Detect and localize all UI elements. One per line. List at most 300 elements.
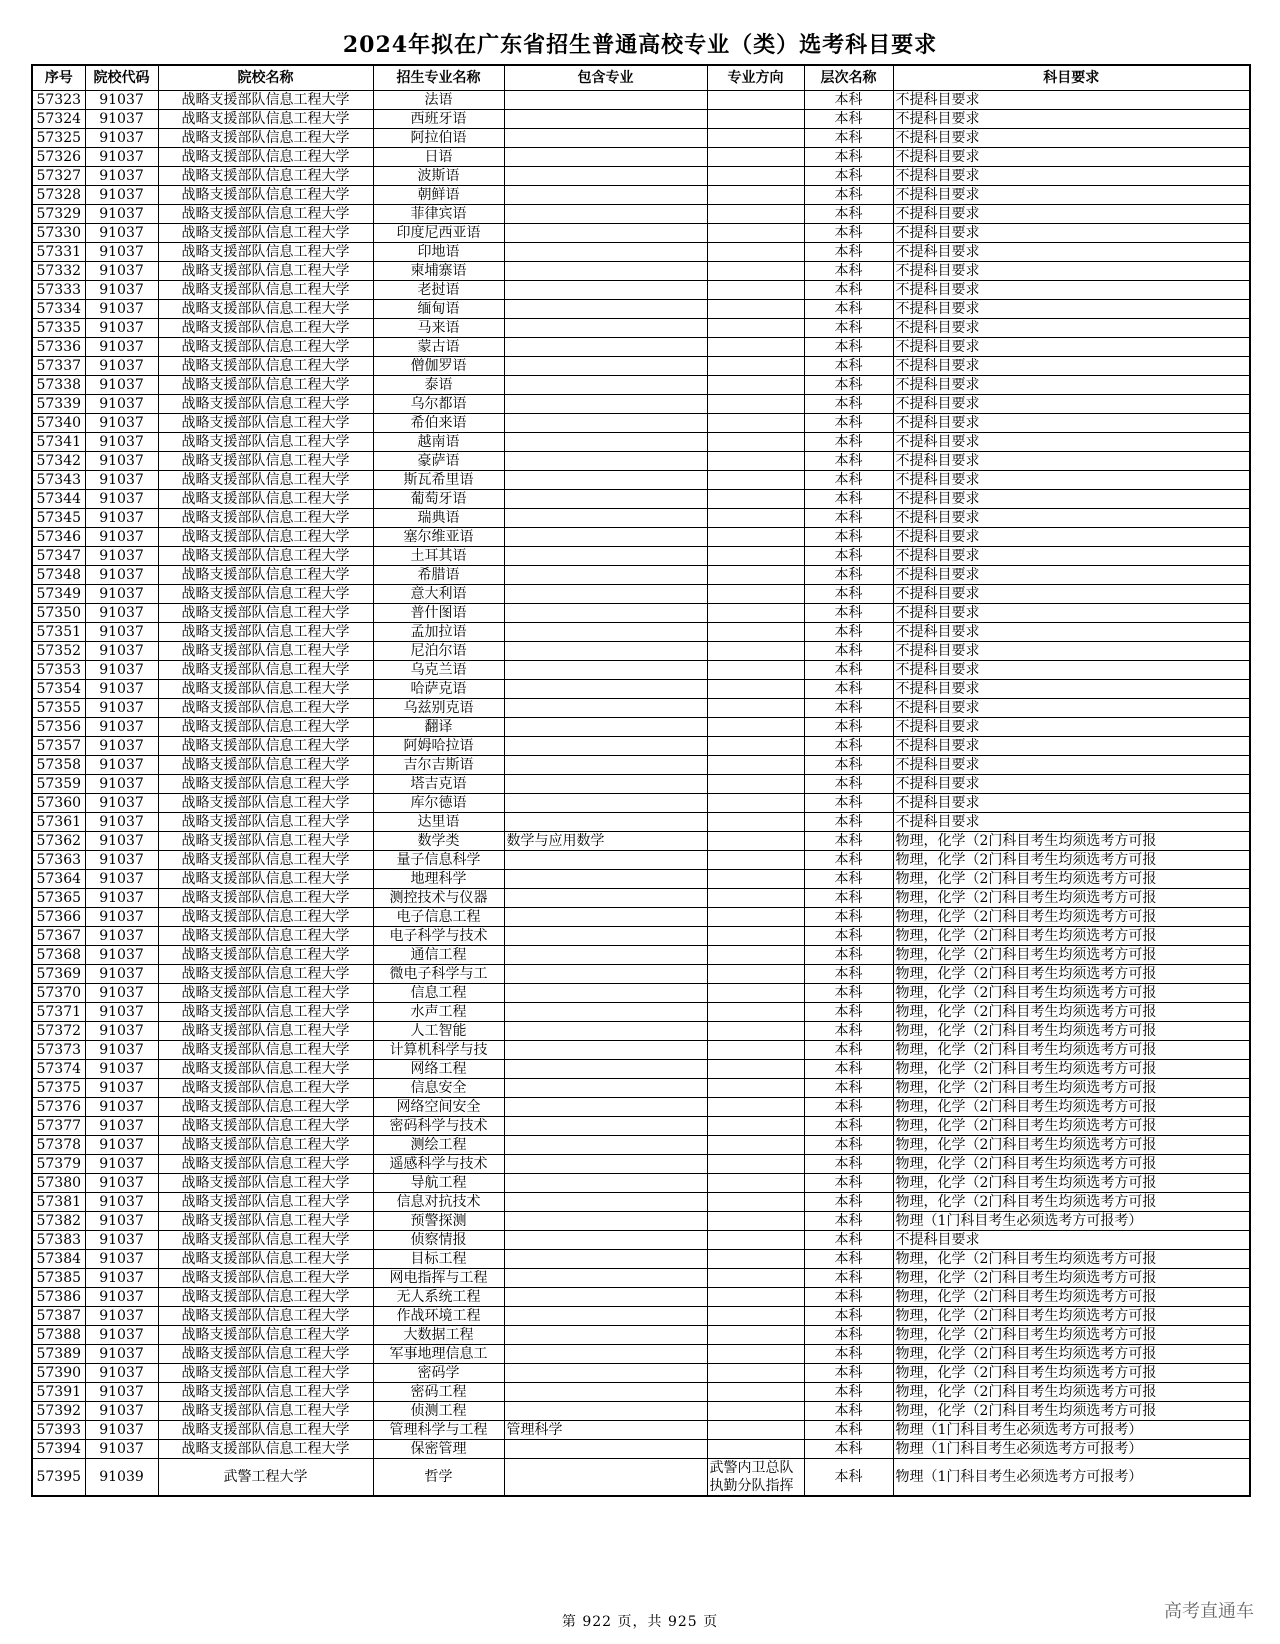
cell-school-code: 91037 [85,90,158,109]
table-row [32,850,1250,869]
cell-school-name: 战略支援部队信息工程大学 [158,1173,373,1192]
cell-school-name: 战略支援部队信息工程大学 [158,394,373,413]
cell-school-name: 战略支援部队信息工程大学 [158,565,373,584]
cell-subject-requirement: 不提科目要求 [893,584,1250,603]
cell-included-majors [504,1344,707,1363]
cell-direction [707,831,804,850]
cell-level: 本科 [804,1002,893,1021]
cell-subject-requirement: 不提科目要求 [893,147,1250,166]
cell-index: 57356 [32,717,85,736]
cell-level: 本科 [804,717,893,736]
cell-subject-requirement: 物理（1门科目考生必须选考方可报考） [893,1439,1250,1458]
cell-direction [707,793,804,812]
cell-level: 本科 [804,337,893,356]
cell-major-name: 意大利语 [373,584,504,603]
cell-school-name: 战略支援部队信息工程大学 [158,204,373,223]
cell-subject-requirement: 不提科目要求 [893,546,1250,565]
cell-school-name: 战略支援部队信息工程大学 [158,660,373,679]
cell-school-code: 91037 [85,375,158,394]
cell-included-majors [504,888,707,907]
cell-school-code: 91037 [85,1211,158,1230]
cell-index: 57347 [32,546,85,565]
cell-school-name: 战略支援部队信息工程大学 [158,470,373,489]
cell-index: 57370 [32,983,85,1002]
table-row [32,394,1250,413]
cell-major-name: 马来语 [373,318,504,337]
cell-major-name: 泰语 [373,375,504,394]
cell-level: 本科 [804,470,893,489]
cell-index: 57382 [32,1211,85,1230]
cell-index: 57353 [32,660,85,679]
cell-subject-requirement: 不提科目要求 [893,641,1250,660]
cell-school-code: 91037 [85,1116,158,1135]
cell-level: 本科 [804,888,893,907]
header-major-name: 招生专业名称 [373,65,504,90]
cell-subject-requirement: 不提科目要求 [893,755,1250,774]
cell-included-majors [504,261,707,280]
table-row [32,584,1250,603]
cell-direction [707,945,804,964]
cell-subject-requirement: 物理，化学（2门科目考生均须选考方可报 [893,1173,1250,1192]
cell-included-majors [504,394,707,413]
cell-level: 本科 [804,1439,893,1458]
cell-major-name: 数学类 [373,831,504,850]
cell-school-code: 91037 [85,527,158,546]
table-row [32,470,1250,489]
cell-subject-requirement: 物理，化学（2门科目考生均须选考方可报 [893,831,1250,850]
cell-major-name: 菲律宾语 [373,204,504,223]
table-row [32,622,1250,641]
cell-subject-requirement: 不提科目要求 [893,280,1250,299]
table-row [32,603,1250,622]
cell-included-majors [504,1116,707,1135]
table-row [32,812,1250,831]
cell-major-name: 豪萨语 [373,451,504,470]
cell-major-name: 达里语 [373,812,504,831]
cell-index: 57365 [32,888,85,907]
cell-subject-requirement: 物理（1门科目考生必须选考方可报考） [893,1458,1250,1496]
cell-direction [707,527,804,546]
cell-index: 57381 [32,1192,85,1211]
cell-level: 本科 [804,1363,893,1382]
cell-school-name: 战略支援部队信息工程大学 [158,166,373,185]
table-row [32,888,1250,907]
cell-subject-requirement: 物理，化学（2门科目考生均须选考方可报 [893,1154,1250,1173]
cell-level: 本科 [804,489,893,508]
cell-included-majors [504,242,707,261]
cell-index: 57395 [32,1458,85,1496]
cell-major-name: 希腊语 [373,565,504,584]
cell-school-code: 91037 [85,1154,158,1173]
cell-index: 57366 [32,907,85,926]
table-row [32,1287,1250,1306]
cell-school-name: 战略支援部队信息工程大学 [158,926,373,945]
cell-school-code: 91037 [85,622,158,641]
cell-index: 57363 [32,850,85,869]
cell-level: 本科 [804,185,893,204]
cell-school-name: 战略支援部队信息工程大学 [158,1344,373,1363]
cell-included-majors [504,1192,707,1211]
cell-level: 本科 [804,831,893,850]
cell-school-name: 战略支援部队信息工程大学 [158,356,373,375]
cell-level: 本科 [804,1211,893,1230]
cell-included-majors [504,983,707,1002]
cell-school-name: 战略支援部队信息工程大学 [158,432,373,451]
table-row [32,1363,1250,1382]
cell-included-majors [504,432,707,451]
table-row [32,1249,1250,1268]
cell-included-majors [504,356,707,375]
cell-included-majors [504,964,707,983]
cell-subject-requirement: 物理，化学（2门科目考生均须选考方可报 [893,1021,1250,1040]
cell-school-name: 战略支援部队信息工程大学 [158,755,373,774]
cell-direction [707,1230,804,1249]
cell-school-code: 91037 [85,223,158,242]
cell-index: 57335 [32,318,85,337]
table-row [32,1382,1250,1401]
cell-direction [707,1420,804,1439]
cell-included-majors [504,869,707,888]
page-footer: 第 922 页，共 925 页 [561,1614,719,1630]
cell-index: 57340 [32,413,85,432]
cell-school-code: 91037 [85,337,158,356]
cell-school-code: 91037 [85,565,158,584]
cell-school-name: 战略支援部队信息工程大学 [158,299,373,318]
cell-major-name: 密码学 [373,1363,504,1382]
cell-major-name: 导航工程 [373,1173,504,1192]
cell-school-name: 战略支援部队信息工程大学 [158,90,373,109]
header-direction: 专业方向 [707,65,804,90]
cell-school-name: 战略支援部队信息工程大学 [158,1420,373,1439]
cell-school-code: 91037 [85,850,158,869]
cell-index: 57387 [32,1306,85,1325]
cell-subject-requirement: 不提科目要求 [893,337,1250,356]
cell-direction [707,812,804,831]
cell-school-code: 91037 [85,926,158,945]
cell-subject-requirement: 不提科目要求 [893,565,1250,584]
cell-school-code: 91037 [85,432,158,451]
table-row [32,1458,1250,1496]
cell-direction [707,1363,804,1382]
cell-school-code: 91037 [85,1401,158,1420]
table-row [32,660,1250,679]
cell-subject-requirement: 物理（1门科目考生必须选考方可报考） [893,1211,1250,1230]
cell-level: 本科 [804,812,893,831]
cell-index: 57362 [32,831,85,850]
cell-level: 本科 [804,565,893,584]
table-row [32,356,1250,375]
cell-direction [707,299,804,318]
cell-subject-requirement: 不提科目要求 [893,242,1250,261]
cell-included-majors [504,451,707,470]
cell-school-name: 战略支援部队信息工程大学 [158,546,373,565]
cell-school-code: 91037 [85,204,158,223]
cell-major-name: 地理科学 [373,869,504,888]
cell-subject-requirement: 物理，化学（2门科目考生均须选考方可报 [893,1401,1250,1420]
cell-major-name: 无人系统工程 [373,1287,504,1306]
cell-subject-requirement: 物理，化学（2门科目考生均须选考方可报 [893,1249,1250,1268]
cell-level: 本科 [804,945,893,964]
cell-subject-requirement: 不提科目要求 [893,508,1250,527]
cell-included-majors [504,660,707,679]
table-row [32,1059,1250,1078]
cell-school-code: 91037 [85,1363,158,1382]
table-row [32,1420,1250,1439]
cell-school-name: 战略支援部队信息工程大学 [158,1363,373,1382]
cell-direction [707,185,804,204]
cell-major-name: 塞尔维亚语 [373,527,504,546]
cell-direction [707,926,804,945]
cell-school-code: 91037 [85,717,158,736]
cell-included-majors [504,375,707,394]
cell-index: 57394 [32,1439,85,1458]
cell-level: 本科 [804,128,893,147]
cell-subject-requirement: 物理，化学（2门科目考生均须选考方可报 [893,1192,1250,1211]
cell-school-code: 91037 [85,869,158,888]
cell-level: 本科 [804,1078,893,1097]
cell-included-majors [504,679,707,698]
page-title: 2024年拟在广东省招生普通高校专业（类）选考科目要求 [342,32,938,58]
cell-school-code: 91037 [85,1287,158,1306]
cell-school-name: 战略支援部队信息工程大学 [158,869,373,888]
table-row [32,926,1250,945]
cell-subject-requirement: 物理，化学（2门科目考生均须选考方可报 [893,926,1250,945]
cell-subject-requirement: 物理，化学（2门科目考生均须选考方可报 [893,1078,1250,1097]
cell-level: 本科 [804,1021,893,1040]
cell-direction [707,736,804,755]
cell-subject-requirement: 不提科目要求 [893,356,1250,375]
cell-direction [707,1192,804,1211]
cell-school-code: 91037 [85,470,158,489]
cell-subject-requirement: 物理，化学（2门科目考生均须选考方可报 [893,1325,1250,1344]
cell-index: 57351 [32,622,85,641]
cell-major-name: 目标工程 [373,1249,504,1268]
cell-included-majors [504,204,707,223]
cell-school-name: 战略支援部队信息工程大学 [158,1287,373,1306]
cell-major-name: 缅甸语 [373,299,504,318]
cell-included-majors [504,166,707,185]
cell-level: 本科 [804,850,893,869]
cell-major-name: 法语 [373,90,504,109]
cell-included-majors [504,299,707,318]
cell-level: 本科 [804,1420,893,1439]
cell-level: 本科 [804,1154,893,1173]
cell-subject-requirement: 不提科目要求 [893,299,1250,318]
cell-major-name: 孟加拉语 [373,622,504,641]
cell-index: 57341 [32,432,85,451]
cell-level: 本科 [804,1306,893,1325]
cell-school-code: 91037 [85,1192,158,1211]
cell-direction [707,337,804,356]
cell-school-code: 91037 [85,451,158,470]
cell-direction [707,660,804,679]
cell-included-majors [504,603,707,622]
cell-level: 本科 [804,964,893,983]
cell-level: 本科 [804,698,893,717]
cell-direction [707,470,804,489]
cell-major-name: 尼泊尔语 [373,641,504,660]
cell-included-majors [504,850,707,869]
cell-major-name: 电子科学与技术 [373,926,504,945]
cell-school-name: 战略支援部队信息工程大学 [158,1230,373,1249]
cell-level: 本科 [804,299,893,318]
cell-direction [707,1154,804,1173]
table-row [32,755,1250,774]
cell-major-name: 印地语 [373,242,504,261]
cell-major-name: 保密管理 [373,1439,504,1458]
cell-level: 本科 [804,318,893,337]
cell-major-name: 翻译 [373,717,504,736]
cell-school-code: 91037 [85,1249,158,1268]
table-row [32,641,1250,660]
cell-level: 本科 [804,1382,893,1401]
cell-index: 57380 [32,1173,85,1192]
cell-level: 本科 [804,1116,893,1135]
cell-direction [707,1078,804,1097]
cell-school-name: 战略支援部队信息工程大学 [158,128,373,147]
cell-index: 57331 [32,242,85,261]
table-row [32,128,1250,147]
cell-subject-requirement: 不提科目要求 [893,318,1250,337]
cell-major-name: 军事地理信息工 [373,1344,504,1363]
cell-included-majors [504,1306,707,1325]
cell-index: 57334 [32,299,85,318]
cell-major-name: 西班牙语 [373,109,504,128]
table-row [32,109,1250,128]
cell-school-code: 91037 [85,242,158,261]
cell-level: 本科 [804,1097,893,1116]
cell-school-name: 武警工程大学 [158,1458,373,1496]
cell-school-name: 战略支援部队信息工程大学 [158,489,373,508]
cell-direction [707,356,804,375]
cell-school-code: 91037 [85,1097,158,1116]
cell-school-name: 战略支援部队信息工程大学 [158,774,373,793]
cell-level: 本科 [804,90,893,109]
cell-major-name: 测控技术与仪器 [373,888,504,907]
table-row [32,546,1250,565]
cell-school-code: 91037 [85,584,158,603]
cell-school-code: 91037 [85,1059,158,1078]
cell-major-name: 水声工程 [373,1002,504,1021]
cell-major-name: 侦察情报 [373,1230,504,1249]
cell-included-majors [504,489,707,508]
cell-index: 57324 [32,109,85,128]
cell-included-majors [504,527,707,546]
cell-direction [707,964,804,983]
cell-school-name: 战略支援部队信息工程大学 [158,1116,373,1135]
cell-direction [707,489,804,508]
cell-subject-requirement: 不提科目要求 [893,527,1250,546]
cell-direction [707,1287,804,1306]
cell-major-name: 网络空间安全 [373,1097,504,1116]
cell-included-majors [504,185,707,204]
cell-school-code: 91037 [85,1173,158,1192]
cell-index: 57388 [32,1325,85,1344]
table-row [32,261,1250,280]
cell-included-majors [504,1439,707,1458]
cell-major-name: 信息对抗技术 [373,1192,504,1211]
cell-school-name: 战略支援部队信息工程大学 [158,508,373,527]
cell-level: 本科 [804,983,893,1002]
table-row [32,375,1250,394]
cell-school-code: 91037 [85,774,158,793]
table-row [32,432,1250,451]
table-row [32,565,1250,584]
cell-school-code: 91037 [85,185,158,204]
header-included-majors: 包含专业 [504,65,707,90]
cell-major-name: 信息安全 [373,1078,504,1097]
cell-school-name: 战略支援部队信息工程大学 [158,907,373,926]
cell-level: 本科 [804,1135,893,1154]
cell-school-code: 91037 [85,1040,158,1059]
cell-major-name: 蒙古语 [373,337,504,356]
cell-index: 57352 [32,641,85,660]
cell-index: 57393 [32,1420,85,1439]
cell-school-code: 91037 [85,299,158,318]
table-row [32,489,1250,508]
cell-major-name: 普什图语 [373,603,504,622]
cell-index: 57361 [32,812,85,831]
cell-major-name: 网电指挥与工程 [373,1268,504,1287]
table-row [32,1135,1250,1154]
cell-level: 本科 [804,736,893,755]
cell-school-code: 91037 [85,1344,158,1363]
table-row [32,1401,1250,1420]
cell-index: 57376 [32,1097,85,1116]
cell-major-name: 作战环境工程 [373,1306,504,1325]
cell-major-name: 微电子科学与工 [373,964,504,983]
cell-subject-requirement: 物理，化学（2门科目考生均须选考方可报 [893,964,1250,983]
cell-school-name: 战略支援部队信息工程大学 [158,850,373,869]
cell-direction [707,90,804,109]
cell-level: 本科 [804,166,893,185]
table-row [32,527,1250,546]
cell-major-name: 计算机科学与技 [373,1040,504,1059]
cell-subject-requirement: 不提科目要求 [893,660,1250,679]
cell-major-name: 土耳其语 [373,546,504,565]
cell-school-name: 战略支援部队信息工程大学 [158,109,373,128]
table-row [32,242,1250,261]
cell-direction [707,1040,804,1059]
cell-direction [707,1439,804,1458]
cell-school-code: 91037 [85,698,158,717]
cell-school-code: 91037 [85,1230,158,1249]
cell-level: 本科 [804,1059,893,1078]
cell-direction [707,1382,804,1401]
cell-index: 57389 [32,1344,85,1363]
cell-subject-requirement: 物理，化学（2门科目考生均须选考方可报 [893,1268,1250,1287]
cell-level: 本科 [804,660,893,679]
cell-major-name: 阿姆哈拉语 [373,736,504,755]
cell-index: 57345 [32,508,85,527]
cell-major-name: 希伯来语 [373,413,504,432]
cell-subject-requirement: 不提科目要求 [893,375,1250,394]
cell-included-majors [504,90,707,109]
cell-direction [707,869,804,888]
cell-school-code: 91037 [85,261,158,280]
cell-subject-requirement: 物理，化学（2门科目考生均须选考方可报 [893,1059,1250,1078]
cell-direction [707,508,804,527]
cell-index: 57348 [32,565,85,584]
cell-school-name: 战略支援部队信息工程大学 [158,318,373,337]
cell-major-name: 侦测工程 [373,1401,504,1420]
cell-school-code: 91037 [85,128,158,147]
cell-subject-requirement: 不提科目要求 [893,622,1250,641]
cell-direction [707,603,804,622]
cell-included-majors: 管理科学 [504,1420,707,1439]
cell-index: 57327 [32,166,85,185]
cell-included-majors [504,337,707,356]
